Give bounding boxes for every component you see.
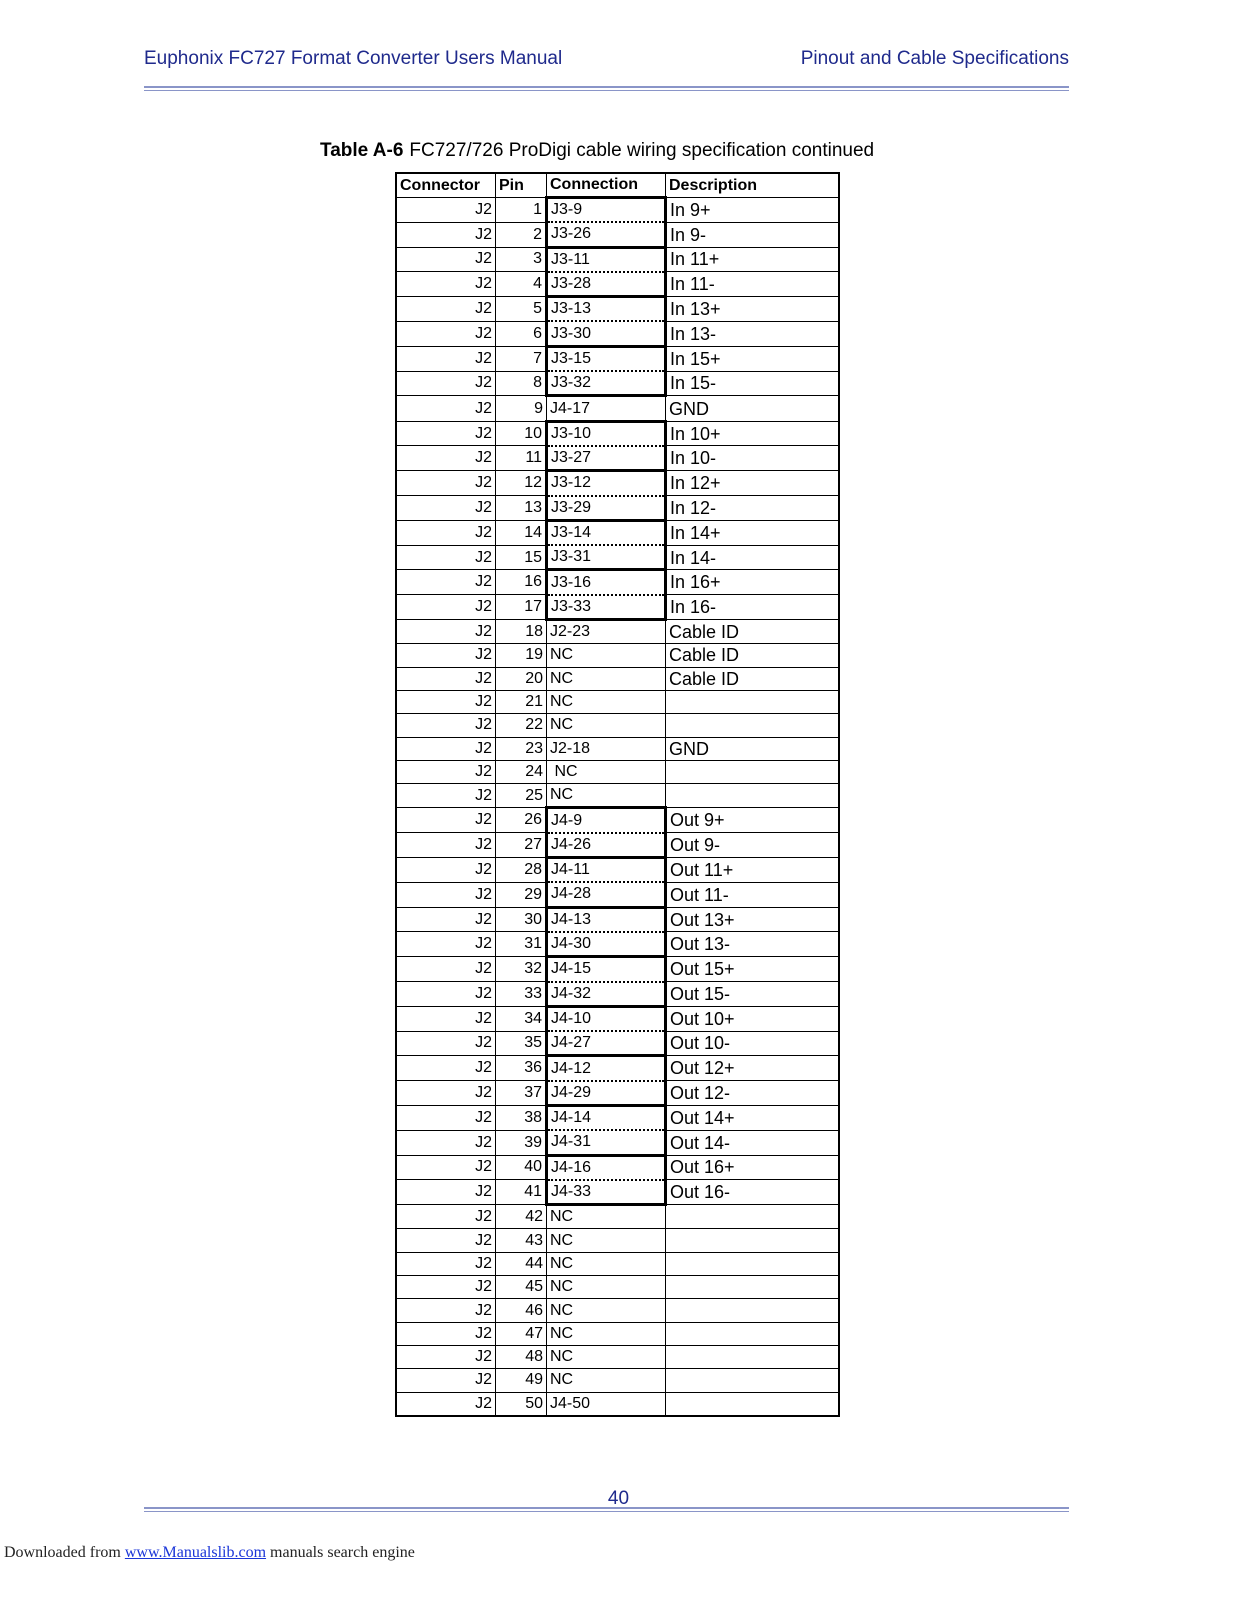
cell-connector: J2	[396, 222, 496, 247]
cell-connector: J2	[396, 982, 496, 1007]
cell-connection: J4-32	[547, 982, 666, 1007]
cell-pin: 10	[496, 421, 547, 446]
column-header-description: Description	[666, 173, 840, 198]
cell-pin: 33	[496, 982, 547, 1007]
cell-connection: J3-26	[547, 222, 666, 247]
cell-pin: 42	[496, 1205, 547, 1229]
cell-connection: NC	[547, 1252, 666, 1275]
cell-connection: J4-33	[547, 1180, 666, 1205]
cell-connection: NC	[547, 1369, 666, 1392]
cell-description: In 13-	[666, 321, 840, 346]
cell-connection: J2-18	[547, 737, 666, 760]
cell-pin: 16	[496, 570, 547, 595]
table-row	[396, 882, 839, 907]
cell-connection: J4-10	[547, 1006, 666, 1031]
cell-connector: J2	[396, 272, 496, 297]
cell-description	[666, 760, 840, 783]
cell-connection: NC	[547, 1345, 666, 1368]
cell-connection: J3-32	[547, 371, 666, 396]
table-row	[396, 198, 839, 223]
cell-description: Out 16+	[666, 1155, 840, 1180]
cell-pin: 35	[496, 1031, 547, 1056]
cell-description: Out 9+	[666, 808, 840, 833]
cell-description: In 10+	[666, 421, 840, 446]
cell-pin: 48	[496, 1345, 547, 1368]
table-row	[396, 222, 839, 247]
table-body	[396, 198, 839, 1416]
cell-connector: J2	[396, 446, 496, 471]
cell-connector: J2	[396, 882, 496, 907]
cell-pin: 36	[496, 1056, 547, 1081]
cell-connection: J2-23	[547, 620, 666, 644]
cell-connection: J3-28	[547, 272, 666, 297]
cell-connector: J2	[396, 1345, 496, 1368]
cell-pin: 37	[496, 1081, 547, 1106]
table-row	[396, 932, 839, 957]
cell-connection: J4-30	[547, 932, 666, 957]
cell-description: Out 10+	[666, 1006, 840, 1031]
table-row	[396, 907, 839, 932]
cell-connector: J2	[396, 198, 496, 223]
cell-pin: 23	[496, 737, 547, 760]
cell-description: Out 12+	[666, 1056, 840, 1081]
table-row	[396, 1369, 839, 1392]
cell-pin: 40	[496, 1155, 547, 1180]
table-row	[396, 297, 839, 322]
cell-connector: J2	[396, 1276, 496, 1299]
cell-connector: J2	[396, 371, 496, 396]
cell-connector: J2	[396, 1299, 496, 1322]
cell-connector: J2	[396, 1130, 496, 1155]
cell-description: Out 10-	[666, 1031, 840, 1056]
cell-connector: J2	[396, 471, 496, 496]
cell-connection: J4-28	[547, 882, 666, 907]
cell-description: Out 15-	[666, 982, 840, 1007]
cell-pin: 46	[496, 1299, 547, 1322]
cell-connection: J3-33	[547, 595, 666, 620]
cell-connector: J2	[396, 1252, 496, 1275]
cell-description: Out 12-	[666, 1081, 840, 1106]
cell-connector: J2	[396, 760, 496, 783]
cell-connection: J3-14	[547, 520, 666, 545]
cell-connection: J4-9	[547, 808, 666, 833]
cell-connector: J2	[396, 737, 496, 760]
cell-connector: J2	[396, 1006, 496, 1031]
cell-connector: J2	[396, 396, 496, 421]
cell-connector: J2	[396, 1155, 496, 1180]
cell-description: Out 14+	[666, 1105, 840, 1130]
download-footer	[4, 1544, 415, 1562]
column-header-connection: Connection	[547, 173, 666, 198]
cell-connector: J2	[396, 421, 496, 446]
table-row	[396, 446, 839, 471]
table-caption	[320, 140, 874, 162]
cell-pin: 1	[496, 198, 547, 223]
table-row	[396, 1180, 839, 1205]
header-divider	[144, 86, 1069, 91]
cell-connection: NC	[547, 1205, 666, 1229]
cell-pin: 2	[496, 222, 547, 247]
cell-pin: 22	[496, 714, 547, 737]
cell-pin: 12	[496, 471, 547, 496]
table-row	[396, 421, 839, 446]
cell-description: In 15+	[666, 346, 840, 371]
cell-description	[666, 1392, 840, 1416]
cell-description	[666, 1322, 840, 1345]
table-row	[396, 1006, 839, 1031]
cell-connector: J2	[396, 784, 496, 808]
table-row	[396, 1345, 839, 1368]
table-row	[396, 808, 839, 833]
cell-connector: J2	[396, 620, 496, 644]
cell-connection: J3-13	[547, 297, 666, 322]
cell-pin: 45	[496, 1276, 547, 1299]
cell-pin: 43	[496, 1229, 547, 1252]
cell-connector: J2	[396, 570, 496, 595]
table-row	[396, 570, 839, 595]
cell-connection: J4-14	[547, 1105, 666, 1130]
cell-connector: J2	[396, 1322, 496, 1345]
header-manual-title: Euphonix FC727 Format Converter Users Manual	[144, 48, 563, 69]
cell-pin: 11	[496, 446, 547, 471]
table-row	[396, 714, 839, 737]
cell-pin: 41	[496, 1180, 547, 1205]
cell-connection: J3-15	[547, 346, 666, 371]
table-row	[396, 346, 839, 371]
cell-pin: 27	[496, 833, 547, 858]
cell-connector: J2	[396, 833, 496, 858]
cell-description: In 13+	[666, 297, 840, 322]
cell-description: In 16-	[666, 595, 840, 620]
cell-connection: J3-11	[547, 247, 666, 272]
table-row	[396, 957, 839, 982]
cell-pin: 39	[496, 1130, 547, 1155]
cell-connector: J2	[396, 644, 496, 667]
table-row	[396, 858, 839, 883]
cell-pin: 31	[496, 932, 547, 957]
cell-connection: J3-9	[547, 198, 666, 223]
cell-connector: J2	[396, 714, 496, 737]
cell-pin: 4	[496, 272, 547, 297]
cell-pin: 17	[496, 595, 547, 620]
cell-description	[666, 690, 840, 713]
cell-pin: 20	[496, 667, 547, 690]
cell-description: GND	[666, 737, 840, 760]
cell-connection: NC	[547, 644, 666, 667]
cell-connection: J4-16	[547, 1155, 666, 1180]
table-caption-text: FC727/726 ProDigi cable wiring specification continued	[409, 140, 875, 161]
cell-connector: J2	[396, 1369, 496, 1392]
cell-description: Out 16-	[666, 1180, 840, 1205]
cell-connector: J2	[396, 1229, 496, 1252]
table-row	[396, 1252, 839, 1275]
cell-connection: J3-30	[547, 321, 666, 346]
cell-connection: J4-50	[547, 1392, 666, 1416]
cell-description	[666, 1229, 840, 1252]
pinout-table	[395, 172, 840, 1417]
cell-connection: NC	[547, 1322, 666, 1345]
cell-description	[666, 1276, 840, 1299]
table-row	[396, 1105, 839, 1130]
table-row	[396, 520, 839, 545]
cell-description	[666, 784, 840, 808]
cell-description	[666, 1299, 840, 1322]
cell-description: In 9-	[666, 222, 840, 247]
table-row	[396, 1322, 839, 1345]
cell-connector: J2	[396, 321, 496, 346]
cell-pin: 8	[496, 371, 547, 396]
cell-connector: J2	[396, 247, 496, 272]
table-row	[396, 1276, 839, 1299]
table-row	[396, 1155, 839, 1180]
table-row	[396, 982, 839, 1007]
cell-description: In 11-	[666, 272, 840, 297]
table-row	[396, 1299, 839, 1322]
cell-pin: 7	[496, 346, 547, 371]
table-row	[396, 1205, 839, 1229]
cell-pin: 18	[496, 620, 547, 644]
cell-connection: J4-26	[547, 833, 666, 858]
cell-description	[666, 1369, 840, 1392]
cell-connection: NC	[547, 784, 666, 808]
cell-description	[666, 1205, 840, 1229]
cell-connection: J4-27	[547, 1031, 666, 1056]
cell-description: Out 13-	[666, 932, 840, 957]
table-row	[396, 760, 839, 783]
cell-connector: J2	[396, 690, 496, 713]
cell-description: In 14+	[666, 520, 840, 545]
cell-pin: 26	[496, 808, 547, 833]
cell-connector: J2	[396, 858, 496, 883]
cell-connection: J3-29	[547, 496, 666, 521]
table-row	[396, 1031, 839, 1056]
cell-pin: 6	[496, 321, 547, 346]
cell-connector: J2	[396, 1081, 496, 1106]
header-section-title: Pinout and Cable Specifications	[800, 48, 1069, 69]
cell-description: Out 11-	[666, 882, 840, 907]
table-row	[396, 595, 839, 620]
cell-pin: 28	[496, 858, 547, 883]
cell-connector: J2	[396, 595, 496, 620]
cell-description: In 12-	[666, 496, 840, 521]
table-row	[396, 690, 839, 713]
cell-connector: J2	[396, 1056, 496, 1081]
cell-connection: NC	[547, 1276, 666, 1299]
cell-pin: 29	[496, 882, 547, 907]
cell-connector: J2	[396, 1392, 496, 1416]
table-row	[396, 1229, 839, 1252]
table-row	[396, 784, 839, 808]
table-row	[396, 496, 839, 521]
cell-connector: J2	[396, 545, 496, 570]
cell-connector: J2	[396, 346, 496, 371]
table-row	[396, 1081, 839, 1106]
cell-connection: J3-12	[547, 471, 666, 496]
cell-description: Cable ID	[666, 667, 840, 690]
cell-description	[666, 714, 840, 737]
cell-connection: NC	[547, 1299, 666, 1322]
table-row	[396, 247, 839, 272]
table-row	[396, 272, 839, 297]
table-row	[396, 620, 839, 644]
cell-connector: J2	[396, 1205, 496, 1229]
cell-pin: 38	[496, 1105, 547, 1130]
cell-description	[666, 1345, 840, 1368]
table-header-row	[396, 173, 839, 198]
cell-connector: J2	[396, 957, 496, 982]
cell-pin: 30	[496, 907, 547, 932]
table-row	[396, 1392, 839, 1416]
manualslib-link[interactable]: www.Manualslib.com	[124, 1544, 267, 1561]
cell-pin: 47	[496, 1322, 547, 1345]
table-row	[396, 667, 839, 690]
cell-description: In 12+	[666, 471, 840, 496]
cell-connector: J2	[396, 808, 496, 833]
cell-connection: J4-11	[547, 858, 666, 883]
cell-pin: 14	[496, 520, 547, 545]
cell-pin: 21	[496, 690, 547, 713]
cell-description: Cable ID	[666, 620, 840, 644]
cell-description: In 14-	[666, 545, 840, 570]
cell-connector: J2	[396, 297, 496, 322]
cell-connection: J3-10	[547, 421, 666, 446]
table-row	[396, 737, 839, 760]
cell-connector: J2	[396, 496, 496, 521]
cell-pin: 13	[496, 496, 547, 521]
cell-description: In 10-	[666, 446, 840, 471]
cell-description: GND	[666, 396, 840, 421]
cell-pin: 44	[496, 1252, 547, 1275]
table-row	[396, 371, 839, 396]
cell-connection: J4-17	[547, 396, 666, 421]
cell-connection: J3-27	[547, 446, 666, 471]
cell-connection: J4-29	[547, 1081, 666, 1106]
cell-pin: 15	[496, 545, 547, 570]
table-caption-label: Table A-6	[320, 140, 404, 161]
cell-pin: 3	[496, 247, 547, 272]
cell-connection: J4-15	[547, 957, 666, 982]
cell-description: In 16+	[666, 570, 840, 595]
cell-pin: 34	[496, 1006, 547, 1031]
cell-description: In 9+	[666, 198, 840, 223]
cell-connector: J2	[396, 907, 496, 932]
cell-connection: NC	[547, 1229, 666, 1252]
cell-pin: 50	[496, 1392, 547, 1416]
table-row	[396, 644, 839, 667]
cell-pin: 5	[496, 297, 547, 322]
cell-pin: 49	[496, 1369, 547, 1392]
table-row	[396, 1130, 839, 1155]
cell-pin: 9	[496, 396, 547, 421]
cell-pin: 32	[496, 957, 547, 982]
column-header-pin: Pin	[496, 173, 547, 198]
cell-connector: J2	[396, 1031, 496, 1056]
cell-description: Cable ID	[666, 644, 840, 667]
cell-connection: J3-16	[547, 570, 666, 595]
cell-description: Out 13+	[666, 907, 840, 932]
cell-connector: J2	[396, 1180, 496, 1205]
cell-connector: J2	[396, 1105, 496, 1130]
cell-connection: NC	[547, 667, 666, 690]
cell-pin: 24	[496, 760, 547, 783]
table-row	[396, 545, 839, 570]
cell-description	[666, 1252, 840, 1275]
table-row	[396, 321, 839, 346]
cell-pin: 25	[496, 784, 547, 808]
cell-connection: NC	[547, 690, 666, 713]
cell-description: Out 11+	[666, 858, 840, 883]
cell-description: Out 9-	[666, 833, 840, 858]
table-row	[396, 396, 839, 421]
cell-connection: J4-13	[547, 907, 666, 932]
table-row	[396, 833, 839, 858]
cell-description: Out 15+	[666, 957, 840, 982]
cell-connection: J4-12	[547, 1056, 666, 1081]
cell-connection: J4-31	[547, 1130, 666, 1155]
cell-connection: NC	[547, 760, 666, 783]
table-row	[396, 471, 839, 496]
cell-description: Out 14-	[666, 1130, 840, 1155]
footer-suffix: manuals search engine	[266, 1544, 415, 1561]
cell-connector: J2	[396, 520, 496, 545]
cell-description: In 11+	[666, 247, 840, 272]
footer-prefix: Downloaded from	[4, 1544, 125, 1561]
page-number: 40	[607, 1488, 630, 1509]
cell-connection: NC	[547, 714, 666, 737]
table-row	[396, 1056, 839, 1081]
cell-description: In 15-	[666, 371, 840, 396]
cell-connection: J3-31	[547, 545, 666, 570]
cell-connector: J2	[396, 932, 496, 957]
column-header-connector: Connector	[396, 173, 496, 198]
cell-connector: J2	[396, 667, 496, 690]
cell-pin: 19	[496, 644, 547, 667]
